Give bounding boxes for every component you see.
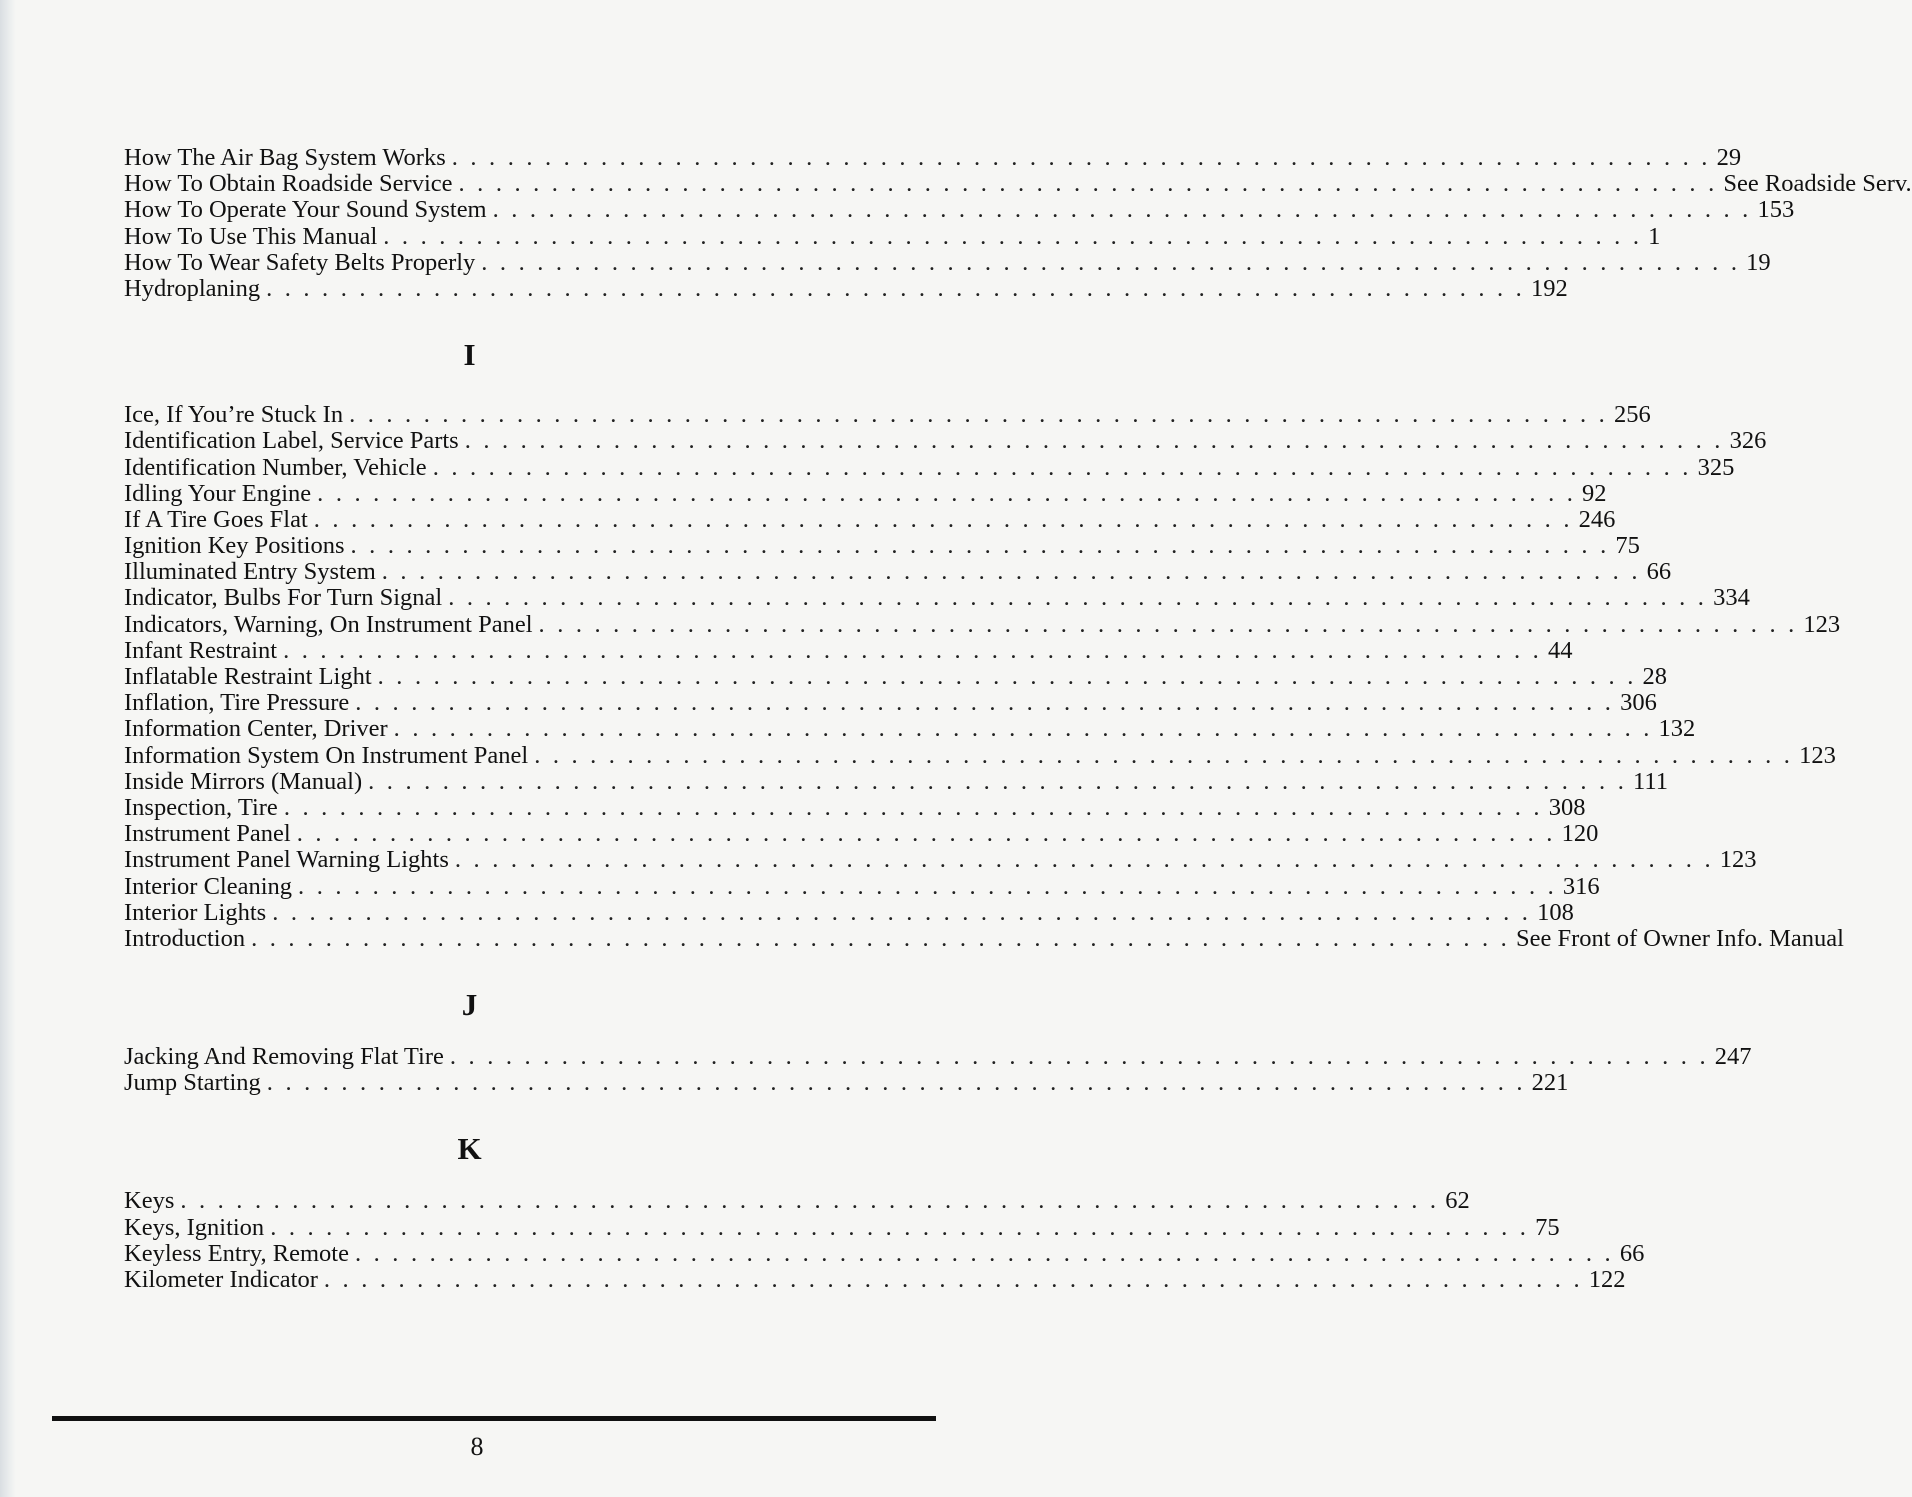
index-term: Instrument Panel Warning Lights <box>124 846 449 874</box>
footer-rule <box>52 1416 936 1421</box>
dot-leader: . . . . . . . . . . . . . . . . . . . . . . . . . . . . . . . . . . . . . . . . . . . . . . . . . . . . . . . . . . . . . . . . . . . . <box>368 767 1628 795</box>
index-page-ref: 123 <box>1719 846 1757 874</box>
index-entry <box>124 401 1651 429</box>
dot-leader: . . . . . . . . . . . . . . . . . . . . . . . . . . . . . . . . . . . . . . . . . . . . . . . . . . . . . . . . . . . . . . . . . . . . <box>266 274 1525 302</box>
index-term: Ice, If You’re Stuck In <box>124 401 344 429</box>
index-term: Keyless Entry, Remote <box>124 1239 349 1267</box>
index-entry <box>124 1069 1569 1097</box>
dot-leader: . . . . . . . . . . . . . . . . . . . . . . . . . . . . . . . . . . . . . . . . . . . . . . . . . . . . . . . . . . . . . . . . . . . . <box>283 793 1543 821</box>
index-term: Interior Cleaning <box>124 872 293 900</box>
index-section <box>124 1043 1752 1097</box>
dot-leader: . . . . . . . . . . . . . . . . . . . . . . . . . . . . . . . . . . . . . . . . . . . . . . . . . . . . . . . . . . . . . . . . . . . . <box>458 170 1718 198</box>
index-term: Idling Your Engine <box>124 479 312 507</box>
index-term: Inflation, Tire Pressure <box>124 689 350 717</box>
index-term: How To Operate Your Sound System <box>124 196 487 224</box>
index-entry <box>124 741 1836 769</box>
index-page-ref: 123 <box>1799 741 1836 769</box>
index-term: Information System On Instrument Panel <box>124 741 529 769</box>
index-list <box>124 144 1912 1293</box>
index-entry <box>124 274 1568 302</box>
index-term: Introduction <box>124 924 246 952</box>
index-page-ref: 326 <box>1729 427 1767 455</box>
index-entry <box>124 532 1640 560</box>
index-term: Keys <box>124 1187 175 1215</box>
index-term: Keys, Ignition <box>124 1213 265 1241</box>
index-page-ref: 308 <box>1548 793 1586 821</box>
index-entry <box>124 898 1574 926</box>
index-entry <box>124 453 1735 481</box>
dot-leader: . . . . . . . . . . . . . . . . . . . . . . . . . . . . . . . . . . . . . . . . . . . . . . . . . . . . . . . . . . . . . . . . . . . . <box>464 427 1724 455</box>
index-entry <box>124 584 1750 612</box>
index-term: Indicator, Bulbs For Turn Signal <box>124 584 443 612</box>
index-page-ref: 66 <box>1619 1239 1645 1267</box>
index-term: How To Obtain Roadside Service <box>124 170 453 198</box>
dot-leader: . . . . . . . . . . . . . . . . . . . . . . . . . . . . . . . . . . . . . . . . . . . . . . . . . . . . . . . . . . . . . . . . . . . . <box>272 898 1532 926</box>
index-entry <box>124 222 1661 250</box>
index-page-ref: 92 <box>1582 479 1607 507</box>
index-entry <box>124 820 1599 848</box>
index-term: Information Center, Driver <box>124 715 388 743</box>
dot-leader: . . . . . . . . . . . . . . . . . . . . . . . . . . . . . . . . . . . . . . . . . . . . . . . . . . . . . . . . . . . . . . . . . . . . <box>534 741 1794 769</box>
section-letter-i: I <box>463 337 476 373</box>
dot-leader: . . . . . . . . . . . . . . . . . . . . . . . . . . . . . . . . . . . . . . . . . . . . . . . . . . . . . . . . . . . . . . . . . . . . <box>393 715 1653 743</box>
index-entry <box>124 558 1672 586</box>
index-page-ref: 29 <box>1716 144 1742 171</box>
index-page-ref: 334 <box>1713 584 1750 612</box>
index-term: Hydroplaning <box>124 274 261 302</box>
index-term: Ignition Key Positions <box>124 532 345 560</box>
index-term: Inside Mirrors (Manual) <box>124 767 363 795</box>
index-entry <box>124 505 1616 533</box>
index-entry <box>124 1043 1752 1071</box>
index-entry <box>124 872 1600 900</box>
index-page-ref: 247 <box>1714 1043 1752 1071</box>
index-entry <box>124 846 1757 874</box>
index-entry <box>124 248 1771 276</box>
index-entry <box>124 663 1668 690</box>
index-term: Interior Lights <box>124 898 267 926</box>
index-page-ref: 221 <box>1531 1069 1569 1097</box>
index-section <box>124 1187 1645 1293</box>
index-term: How The Air Bag System Works <box>124 144 446 171</box>
index-term: Jump Starting <box>124 1069 261 1097</box>
section-letter-k: K <box>457 1131 482 1167</box>
index-section <box>124 401 1844 952</box>
index-entry <box>124 1266 1626 1293</box>
index-entry <box>124 427 1767 455</box>
index-page-ref: 132 <box>1658 715 1696 743</box>
index-term: Identification Number, Vehicle <box>124 453 427 481</box>
index-entry <box>124 924 1844 952</box>
page-number: 8 <box>470 1432 484 1461</box>
index-entry <box>124 610 1841 638</box>
index-page-ref: 44 <box>1547 636 1573 664</box>
index-entry <box>124 170 1912 198</box>
dot-leader: . . . . . . . . . . . . . . . . . . . . . . . . . . . . . . . . . . . . . . . . . . . . . . . . . . . . . . . . . . . . . . . . . . . . <box>355 1239 1614 1267</box>
dot-leader: . . . . . . . . . . . . . . . . . . . . . . . . . . . . . . . . . . . . . . . . . . . . . . . . . . . . . . . . . . . . . . . . . . . . <box>377 663 1637 690</box>
dot-leader: . . . . . . . . . . . . . . . . . . . . . . . . . . . . . . . . . . . . . . . . . . . . . . . . . . . . . . . . . . . . . . . . . . . . <box>298 872 1557 900</box>
index-page-ref: 19 <box>1746 248 1771 276</box>
index-entry <box>124 144 1742 171</box>
index-term: Kilometer Indicator <box>124 1266 318 1293</box>
index-term: If A Tire Goes Flat <box>124 505 308 533</box>
dot-leader: . . . . . . . . . . . . . . . . . . . . . . . . . . . . . . . . . . . . . . . . . . . . . . . . . . . . . . . . . . . . . . . . . . . . <box>180 1187 1440 1215</box>
index-page-ref: 256 <box>1613 401 1651 429</box>
index-term: How To Wear Safety Belts Properly <box>124 248 476 276</box>
index-page-ref: 62 <box>1445 1187 1470 1215</box>
index-term: Infant Restraint <box>124 636 278 664</box>
index-entry <box>124 636 1573 664</box>
dot-leader: . . . . . . . . . . . . . . . . . . . . . . . . . . . . . . . . . . . . . . . . . . . . . . . . . . . . . . . . . . . . . . . . . . . . <box>349 401 1608 429</box>
dot-leader: . . . . . . . . . . . . . . . . . . . . . . . . . . . . . . . . . . . . . . . . . . . . . . . . . . . . . . . . . . . . . . . . . . . . <box>492 196 1752 224</box>
index-page-ref: See Roadside Serv. <box>1723 170 1912 198</box>
index-page-ref: 123 <box>1803 610 1841 638</box>
dot-leader: . . . . . . . . . . . . . . . . . . . . . . . . . . . . . . . . . . . . . . . . . . . . . . . . . . . . . . . . . . . . . . . . . . . . <box>355 689 1615 717</box>
index-page-ref: 1 <box>1648 222 1661 250</box>
index-term: Jacking And Removing Flat Tire <box>124 1043 444 1071</box>
index-entry <box>124 715 1696 743</box>
index-page-ref: See Front of Owner Info. Manual <box>1516 924 1844 952</box>
index-page-ref: 111 <box>1633 767 1668 795</box>
index-entry <box>124 1213 1560 1241</box>
dot-leader: . . . . . . . . . . . . . . . . . . . . . . . . . . . . . . . . . . . . . . . . . . . . . . . . . . . . . . . . . . . . . . . . . . . . <box>448 584 1708 612</box>
dot-leader: . . . . . . . . . . . . . . . . . . . . . . . . . . . . . . . . . . . . . . . . . . . . . . . . . . . . . . . . . . . . . . . . . . . . <box>317 479 1577 507</box>
index-entry <box>124 767 1668 795</box>
index-page-ref: 153 <box>1757 196 1795 224</box>
index-term: How To Use This Manual <box>124 222 378 250</box>
index-page-ref: 192 <box>1530 274 1568 302</box>
dot-leader: . . . . . . . . . . . . . . . . . . . . . . . . . . . . . . . . . . . . . . . . . . . . . . . . . . . . . . . . . . . . . . . . . . . . <box>251 924 1510 952</box>
section-letter-j: J <box>461 987 478 1023</box>
index-term: Inflatable Restraint Light <box>124 663 372 690</box>
dot-leader: . . . . . . . . . . . . . . . . . . . . . . . . . . . . . . . . . . . . . . . . . . . . . . . . . . . . . . . . . . . . . . . . . . . . <box>381 558 1641 586</box>
index-entry <box>124 793 1586 821</box>
index-entry <box>124 1239 1645 1267</box>
index-entry <box>124 479 1607 507</box>
index-term: Inspection, Tire <box>124 793 278 821</box>
dot-leader: . . . . . . . . . . . . . . . . . . . . . . . . . . . . . . . . . . . . . . . . . . . . . . . . . . . . . . . . . . . . . . . . . . . . <box>481 248 1741 276</box>
dot-leader: . . . . . . . . . . . . . . . . . . . . . . . . . . . . . . . . . . . . . . . . . . . . . . . . . . . . . . . . . . . . . . . . . . . . <box>449 1043 1709 1071</box>
index-term: Instrument Panel <box>124 820 291 848</box>
index-page-ref: 306 <box>1620 689 1657 717</box>
index-page-ref: 75 <box>1615 532 1640 560</box>
dot-leader: . . . . . . . . . . . . . . . . . . . . . . . . . . . . . . . . . . . . . . . . . . . . . . . . . . . . . . . . . . . . . . . . . . . . <box>266 1069 1526 1097</box>
dot-leader: . . . . . . . . . . . . . . . . . . . . . . . . . . . . . . . . . . . . . . . . . . . . . . . . . . . . . . . . . . . . . . . . . . . . <box>323 1266 1583 1293</box>
dot-leader: . . . . . . . . . . . . . . . . . . . . . . . . . . . . . . . . . . . . . . . . . . . . . . . . . . . . . . . . . . . . . . . . . . . . <box>432 453 1692 481</box>
dot-leader: . . . . . . . . . . . . . . . . . . . . . . . . . . . . . . . . . . . . . . . . . . . . . . . . . . . . . . . . . . . . . . . . . . . . <box>313 505 1573 533</box>
index-term: Indicators, Warning, On Instrument Panel <box>124 610 533 638</box>
index-page-ref: 120 <box>1561 820 1599 848</box>
index-entry <box>124 196 1795 224</box>
dot-leader: . . . . . . . . . . . . . . . . . . . . . . . . . . . . . . . . . . . . . . . . . . . . . . . . . . . . . . . . . . . . . . . . . . . . <box>350 532 1610 560</box>
index-page-ref: 316 <box>1562 872 1600 900</box>
index-section <box>124 144 1912 302</box>
dot-leader: . . . . . . . . . . . . . . . . . . . . . . . . . . . . . . . . . . . . . . . . . . . . . . . . . . . . . . . . . . . . . . . . . . . . <box>451 144 1711 171</box>
index-page-ref: 246 <box>1578 505 1616 533</box>
index-page-ref: 66 <box>1646 558 1672 586</box>
index-entry <box>124 689 1657 717</box>
index-page-ref: 108 <box>1537 898 1574 926</box>
dot-leader: . . . . . . . . . . . . . . . . . . . . . . . . . . . . . . . . . . . . . . . . . . . . . . . . . . . . . . . . . . . . . . . . . . . . <box>283 636 1542 664</box>
dot-leader: . . . . . . . . . . . . . . . . . . . . . . . . . . . . . . . . . . . . . . . . . . . . . . . . . . . . . . . . . . . . . . . . . . . . <box>296 820 1556 848</box>
index-page-ref: 122 <box>1588 1266 1626 1293</box>
dot-leader: . . . . . . . . . . . . . . . . . . . . . . . . . . . . . . . . . . . . . . . . . . . . . . . . . . . . . . . . . . . . . . . . . . . . <box>383 222 1643 250</box>
page-edge-shadow <box>0 0 16 1497</box>
dot-leader: . . . . . . . . . . . . . . . . . . . . . . . . . . . . . . . . . . . . . . . . . . . . . . . . . . . . . . . . . . . . . . . . . . . . <box>270 1213 1530 1241</box>
index-page-ref: 75 <box>1535 1213 1560 1241</box>
dot-leader: . . . . . . . . . . . . . . . . . . . . . . . . . . . . . . . . . . . . . . . . . . . . . . . . . . . . . . . . . . . . . . . . . . . . <box>538 610 1798 638</box>
index-page-ref: 28 <box>1642 663 1668 690</box>
index-term: Identification Label, Service Parts <box>124 427 459 455</box>
dot-leader: . . . . . . . . . . . . . . . . . . . . . . . . . . . . . . . . . . . . . . . . . . . . . . . . . . . . . . . . . . . . . . . . . . . . <box>454 846 1714 874</box>
index-term: Illuminated Entry System <box>124 558 376 586</box>
index-entry <box>124 1187 1470 1215</box>
index-page-ref: 325 <box>1697 453 1735 481</box>
